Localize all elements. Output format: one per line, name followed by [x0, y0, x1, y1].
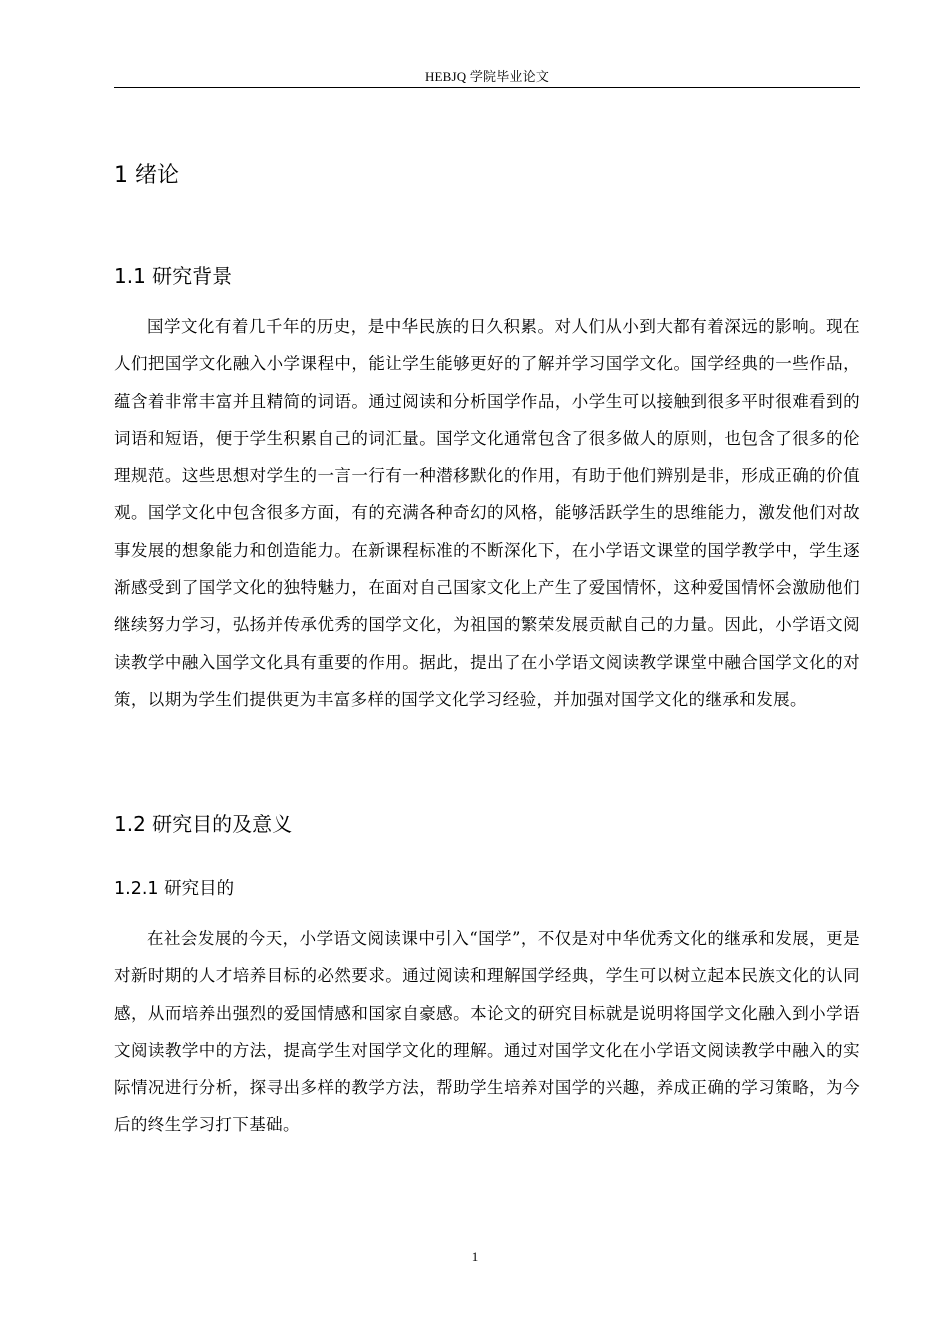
header-divider — [114, 87, 860, 88]
section-heading-1-2: 1.2 研究目的及意义 — [114, 812, 293, 836]
section-heading-1-1: 1.1 研究背景 — [114, 264, 233, 288]
running-header: HEBJQ 学院毕业论文 — [424, 69, 550, 84]
page-number: 1 — [471, 1249, 479, 1264]
chapter-heading: 1 绪论 — [114, 163, 179, 188]
subsection-heading-1-2-1: 1.2.1 研究目的 — [114, 879, 235, 899]
section-1-1-paragraph: 国学文化有着几千年的历史，是中华民族的日久积累。对人们从小到大都有着深远的影响。现在人们把国学文化融入小学课程中，能让学生能够更好的了解并学习国学文化。国学经典的一些作品，蕴含着非常丰富并且精简的词语。通过阅读和分析国学作品，小学生可以接触到很多平时很难看到的词语和短语，便于学生积累自己的词汇量。国学文化通常包含了很多做人的原则，也包含了很多的伦理规范。这些思想对学生的一言一行有一种潜移默化的作用，有助于他们辨别是非，形成正确的价值观。国学文化中包含很多方面，有的充满各种奇幻的风格，能够活跃学生的思维能力，激发他们对故事发展的想象能力和创造能力。在新课程标准的不断深化下，在小学语文课堂的国学教学中，学生逐渐感受到了国学文化的独特魅力，在面对自己国家文化上产生了爱国情怀，这种爱国情怀会激励他们继续努力学习，弘扬并传承优秀的国学文化，为祖国的繁荣发展贡献自己的力量。因此，小学语文阅读教学中融入国学文化具有重要的作用。据此，提出了在小学语文阅读教学课堂中融合国学文化的对策，以期为学生们提供更为丰富多样的国学文化学习经验，并加强对国学文化的继承和发展。 — [114, 317, 860, 709]
section-1-2-1-paragraph: 在社会发展的今天，小学语文阅读课中引入“国学”，不仅是对中华优秀文化的继承和发展，更是对新时期的人才培养目标的必然要求。通过阅读和理解国学经典，学生可以树立起本民族文化的认同感，从而培养出强烈的爱国情感和国家自豪感。本论文的研究目标就是说明将国学文化融入到小学语文阅读教学中的方法，提高学生对国学文化的理解。通过对国学文化在小学语文阅读教学中融入的实际情况进行分析，探寻出多样的教学方法，帮助学生培养对国学的兴趣，养成正确的学习策略，为今后的终生学习打下基础。 — [114, 929, 860, 1135]
